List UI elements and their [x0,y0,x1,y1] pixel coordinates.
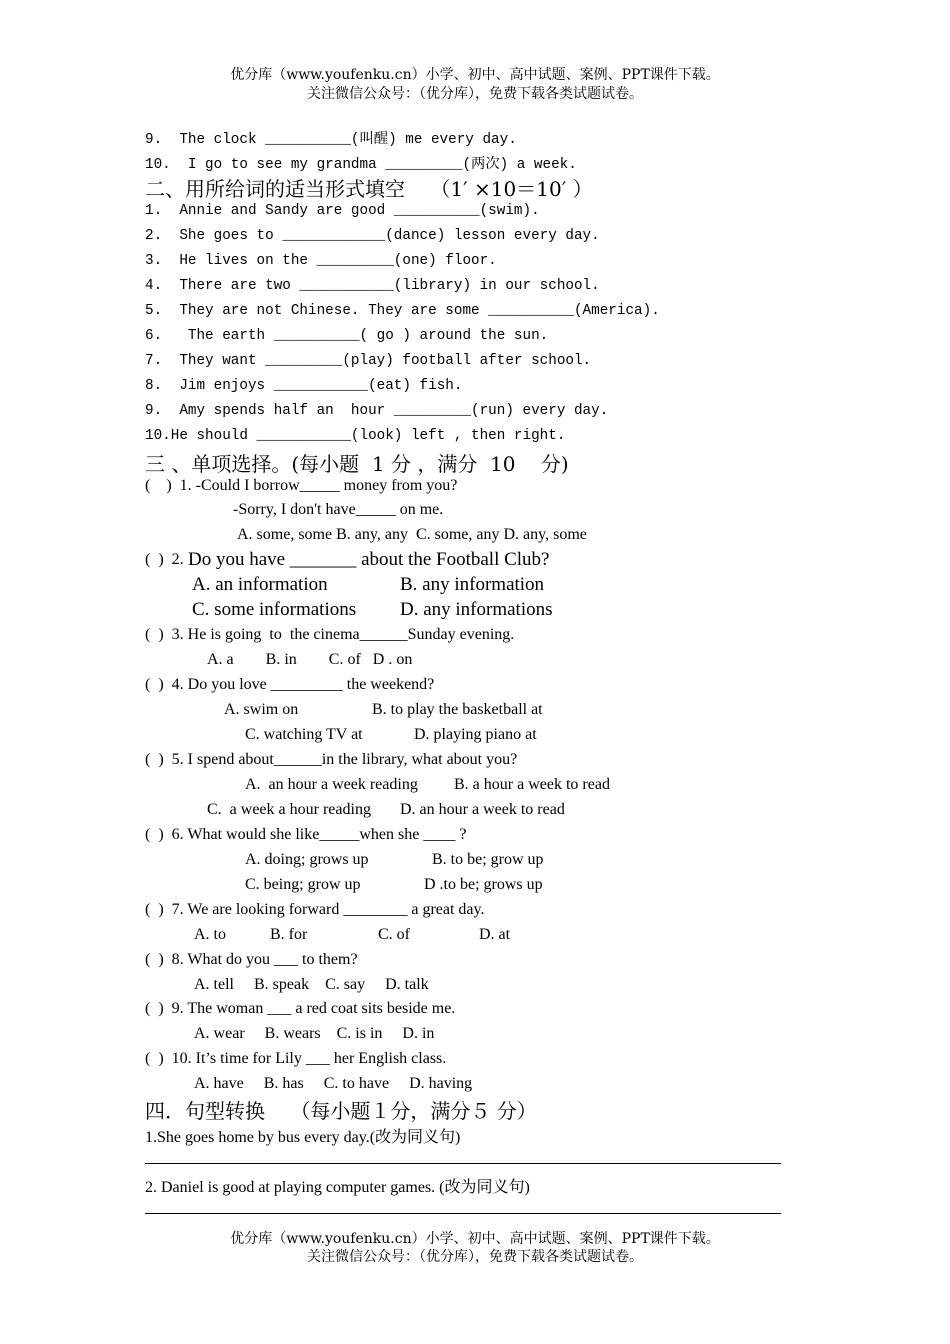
q8-stem: ( ) 8. What do you ___ to them? [145,951,358,968]
q7-stem: ( ) 7. We are looking forward ________ a great day. [145,901,485,918]
q1-stem: ( ) 1. -Could I borrow_____ money from you? [145,477,458,494]
section2-title: 二、用所给词的适当形式填空 （1′ ×10＝10′ ） [145,177,593,201]
q10-options: A. have B. has C. to have D. having [194,1075,473,1092]
section2-item-10: 10.He should ___________(look) left , then right. [145,428,566,444]
q6-option-b: B. to be; grow up [432,851,544,868]
section3-title: 三 、单项选择。(每小题 1 分 ，满分 10 分) [145,452,569,476]
page-header-line-1: 优分库（www.youfenku.cn）小学、初中、高中试题、案例、PPT课件下载。 [230,67,720,83]
page-header-line-2: 关注微信公众号：（优分库），免费下载各类试题试卷。 [307,86,643,102]
section2-item-1: 1. Annie and Sandy are good __________(swim). [145,203,540,219]
q9-options: A. wear B. wears C. is in D. in [194,1025,435,1042]
q4-option-d: D. playing piano at [414,726,537,743]
q4-option-a: A. swim on [224,701,299,718]
q2-option-c: C. some informations [192,599,357,620]
section2-item-6: 6. The earth __________( go ) around the sun. [145,328,549,344]
section2-item-4: 4. There are two ___________(library) in our school. [145,278,600,294]
q1-stem-reply: -Sorry, I don't have_____ on me. [233,501,444,518]
q3-stem: ( ) 3. He is going to the cinema______Sunday evening. [145,626,515,643]
section2-item-7: 7. They want _________(play) football after school. [145,353,592,369]
q9-stem: ( ) 9. The woman ___ a red coat sits beside me. [145,1000,456,1017]
q2-option-a: A. an information [192,574,328,595]
q7-option-b: B. for [270,926,308,943]
q5-stem: ( ) 5. I spend about______in the library, what about you? [145,751,518,768]
q1-options: A. some, some B. any, any C. some, any D. any, some [237,526,587,543]
section2-item-3: 3. He lives on the _________(one) floor. [145,253,497,269]
section4-title: 四．句型转换 （每小题１分，满分５ 分） [145,1099,537,1123]
section2-item-2: 2. She goes to ____________(dance) lesson every day. [145,228,600,244]
q6-option-a: A. doing; grows up [245,851,369,868]
q5-option-c: C. a week a hour reading [207,801,371,818]
q5-option-b: B. a hour a week to read [454,776,610,793]
section4-q1: 1.She goes home by bus every day.(改为同义句) [145,1129,461,1146]
section4-q2: 2. Daniel is good at playing computer games. (改为同义句) [145,1179,530,1196]
answer-line-1 [145,1163,781,1164]
q2-number: ( ) 2. [145,551,188,568]
section2-item-8: 8. Jim enjoys ___________(eat) fish. [145,378,463,394]
q7-option-d: D. at [479,926,511,943]
q8-options: A. tell B. speak C. say D. talk [194,976,429,993]
part1-item-9: 9. The clock __________(叫醒) me every day. [145,132,517,148]
q2-option-b: B. any information [400,574,545,595]
section2-item-5: 5. They are not Chinese. They are some __________(America). [145,303,660,319]
q2-stem: Do you have _______ about the Football Club? [188,549,550,570]
q4-option-c: C. watching TV at [245,726,363,743]
q10-stem: ( ) 10. It’s time for Lily ___ her English class. [145,1050,447,1067]
part1-item-10: 10. I go to see my grandma _________(两次) a week. [145,157,577,173]
q5-option-d: D. an hour a week to read [400,801,565,818]
section2-item-9: 9. Amy spends half an hour _________(run) every day. [145,403,609,419]
q5-option-a: A. an hour a week reading [245,776,418,793]
page-footer-line-2: 关注微信公众号：（优分库），免费下载各类试题试卷。 [307,1249,643,1265]
q4-option-b: B. to play the basketball at [372,701,543,718]
q6-option-c: C. being; grow up [245,876,361,893]
q7-option-a: A. to [194,926,226,943]
q6-option-d: D .to be; grows up [424,876,543,893]
page-footer-line-1: 优分库（www.youfenku.cn）小学、初中、高中试题、案例、PPT课件下载。 [230,1231,720,1247]
answer-line-2 [145,1213,781,1214]
q7-option-c: C. of [378,926,410,943]
q6-stem: ( ) 6. What would she like_____when she ____ ? [145,826,467,843]
q4-stem: ( ) 4. Do you love _________ the weekend? [145,676,435,693]
q2-option-d: D. any informations [400,599,553,620]
q3-options: A. a B. in C. of D . on [207,651,413,668]
